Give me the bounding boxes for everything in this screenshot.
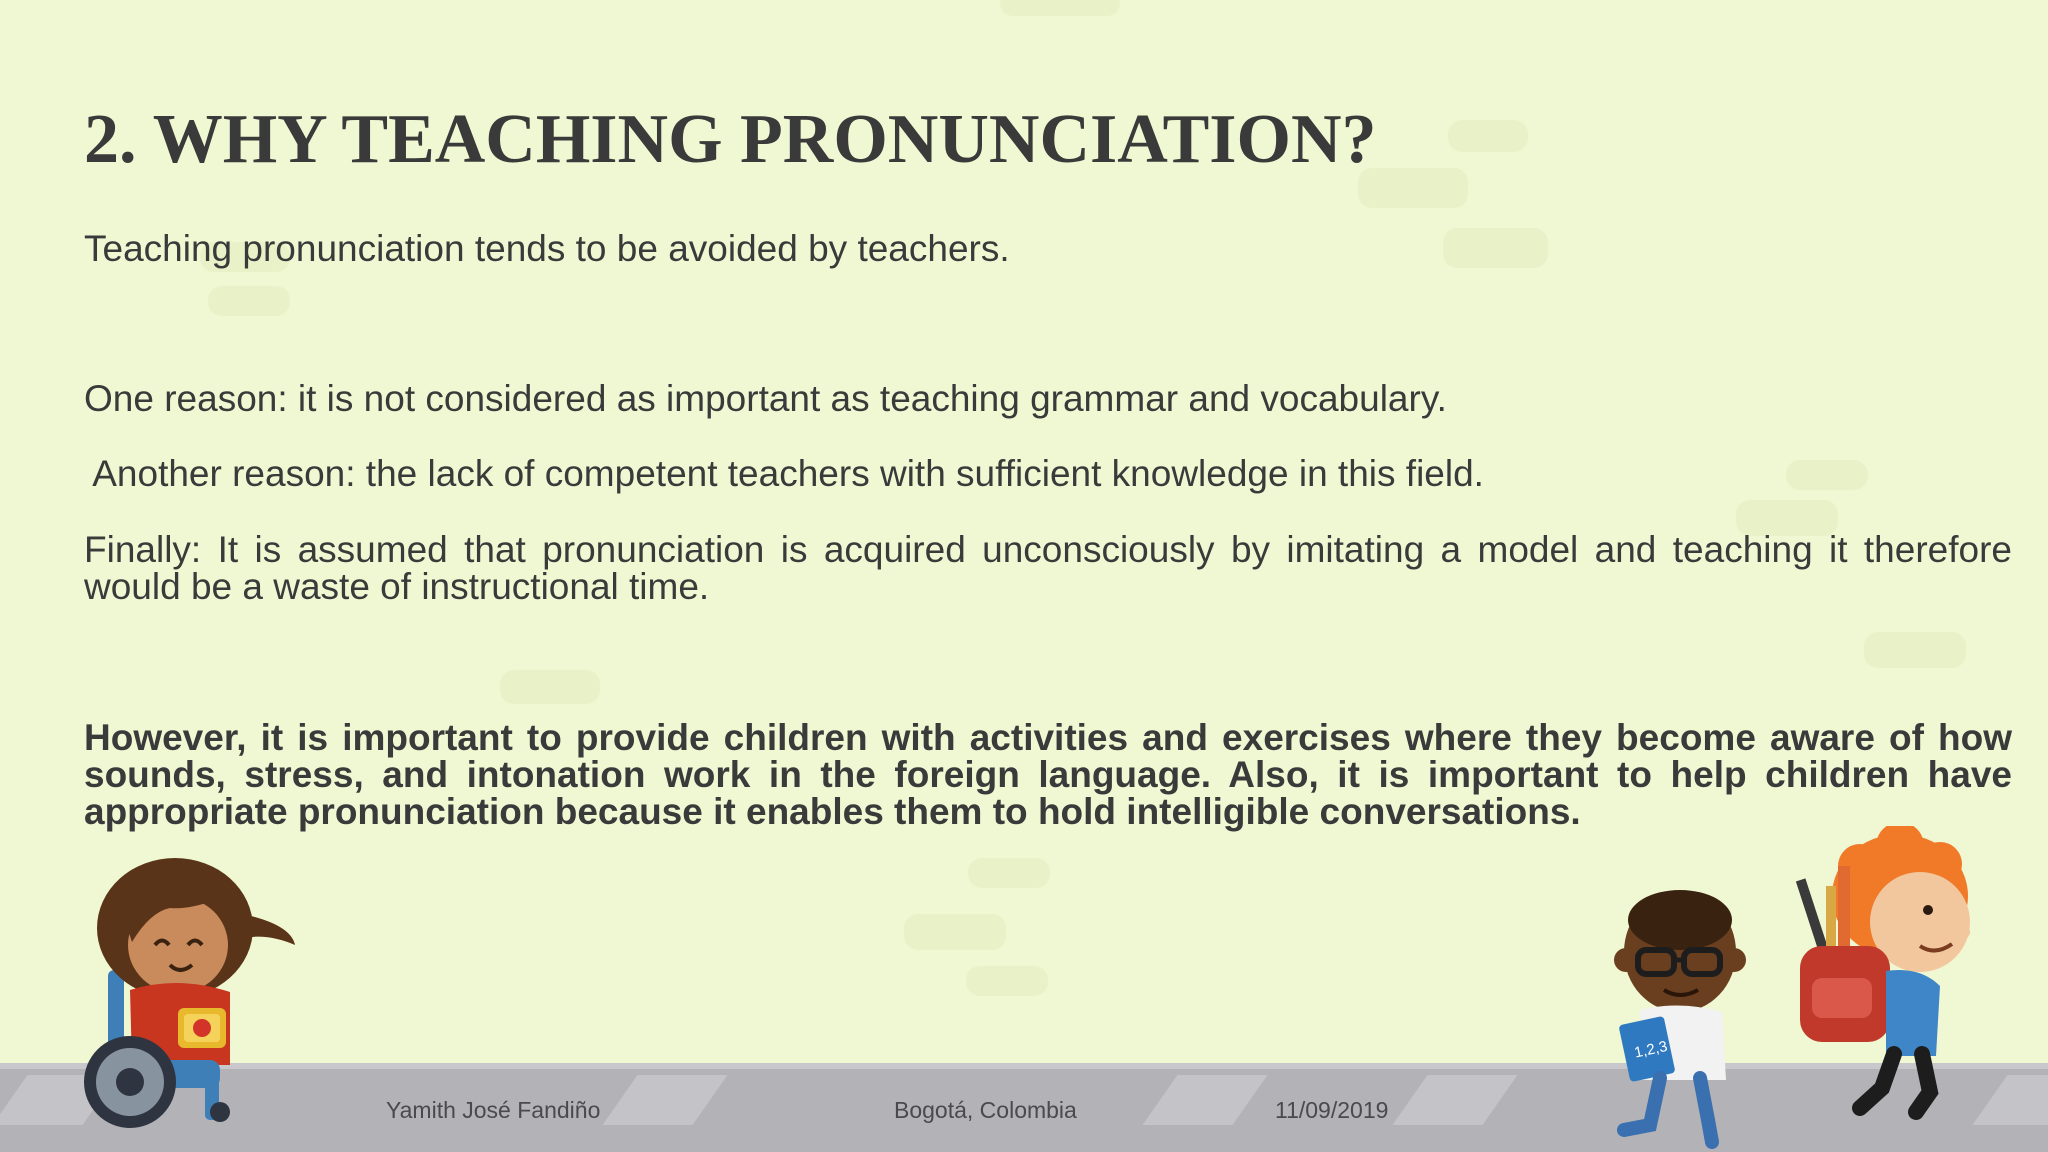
background-smudge — [1448, 120, 1528, 152]
paragraph-reason-one: One reason: it is not considered as important as teaching grammar and vocabulary. — [84, 378, 1447, 419]
background-smudge — [966, 966, 1048, 996]
background-smudge — [904, 914, 1006, 950]
footer-author: Yamith José Fandiño — [386, 1097, 601, 1123]
boy-with-glasses-illustration — [1600, 880, 1770, 1150]
footer-date: 11/09/2019 — [1275, 1097, 1389, 1123]
boy-with-backpack-illustration — [1790, 826, 1990, 1126]
background-smudge — [500, 670, 600, 704]
background-smudge — [968, 858, 1050, 888]
slide-title: 2. WHY TEACHING PRONUNCIATION? — [84, 101, 1377, 178]
background-smudge — [208, 286, 290, 316]
girl-in-wheelchair-illustration — [70, 850, 310, 1130]
paragraph-reason-two: Another reason: the lack of competent teachers with sufficient knowledge in this field. — [84, 453, 1484, 494]
paragraph-reason-final: Finally: It is assumed that pronunciation is acquired unconsciously by imitating a model and teaching it therefore would be a waste of instructional time. — [84, 529, 2012, 607]
svg-text:1,2,3: 1,2,3 — [1632, 1037, 1670, 1062]
paragraph-intro: Teaching pronunciation tends to be avoided by teachers. — [84, 228, 1010, 269]
footer-location: Bogotá, Colombia — [894, 1097, 1077, 1123]
background-smudge — [1864, 632, 1966, 668]
paragraph-conclusion: However, it is important to provide children with activities and exercises where they become aware of how sounds, stress, and intonation work in the foreign language. Also, it is important to help children have appropriate pronunciation because it enables them to hold intelligible conversations. — [84, 717, 2012, 832]
background-smudge — [1000, 0, 1120, 16]
